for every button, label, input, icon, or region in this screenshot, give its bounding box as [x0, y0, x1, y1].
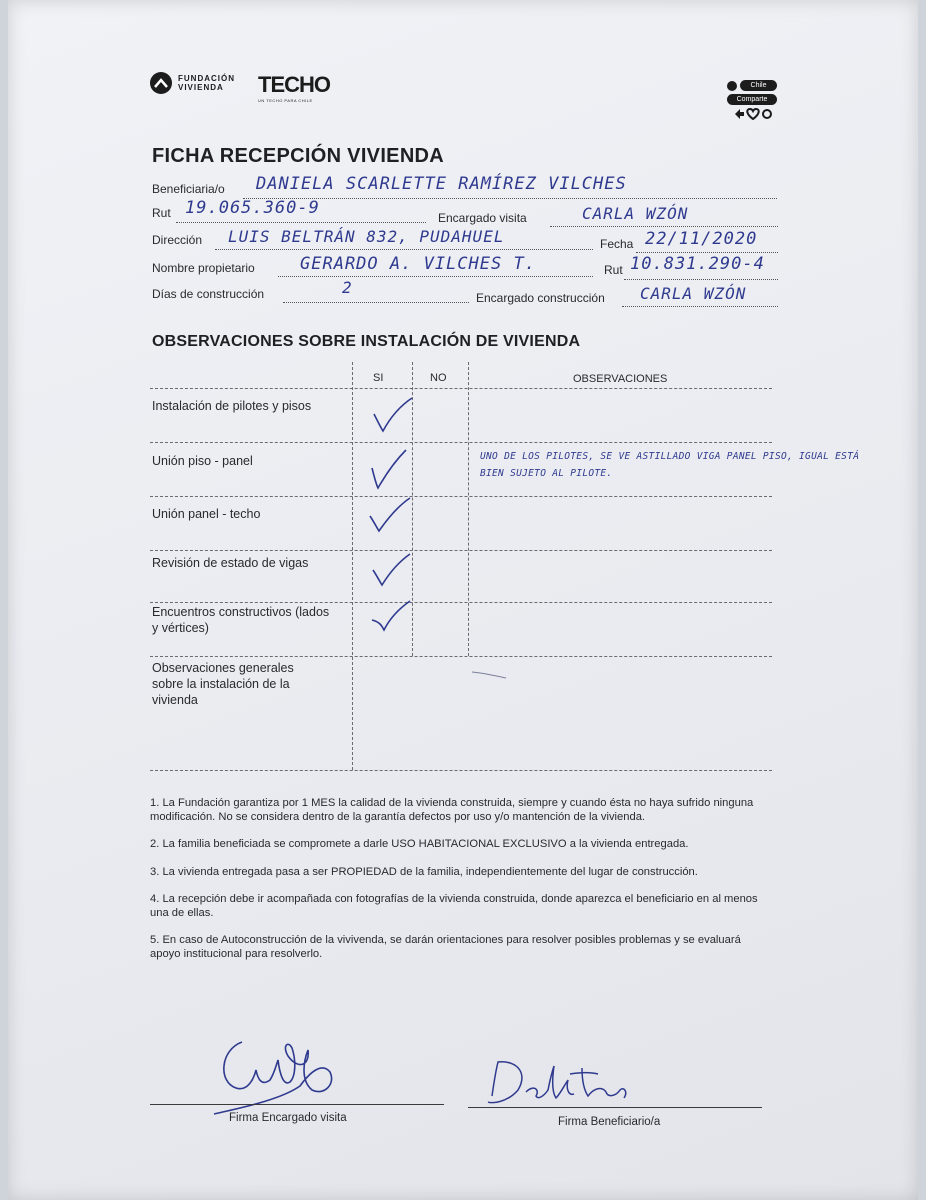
table-row-label: Unión piso - panel	[152, 454, 253, 468]
table-row-label: Unión panel - techo	[152, 507, 261, 521]
table-header-rule	[150, 388, 772, 389]
dias-label: Días de construcción	[152, 287, 265, 301]
table-row-label: Observaciones generales sobre la instalación de la vivienda	[152, 661, 294, 707]
rut-value: 19.065.360-9	[185, 198, 320, 218]
vivienda-text: VIVIENDA	[178, 83, 224, 92]
beneficiaria-label: Beneficiaria/o	[152, 182, 225, 196]
note-3: 3. La vivienda entregada pasa a ser PROPIEDAD de la familia, independientemente del lugar de construcción.	[150, 865, 698, 878]
beneficiaria-line	[243, 198, 777, 199]
check-icon	[368, 396, 418, 436]
techo-logo	[258, 72, 330, 103]
rut-label: Rut	[152, 206, 171, 220]
encargado-visita-line	[550, 226, 778, 227]
direccion-label: Dirección	[152, 233, 203, 247]
propietario-line	[278, 276, 593, 277]
beneficiaria-value: DANIELA SCARLETTE RAMÍREZ VILCHES	[256, 174, 627, 194]
rut2-label: Rut	[604, 263, 623, 277]
comparte-badge: Comparte	[727, 94, 777, 105]
table-row-label: Instalación de pilotes y pisos	[152, 399, 312, 413]
fundacion-vivienda-icon	[150, 72, 172, 94]
signature-beneficiario	[478, 1056, 638, 1112]
note-2: 2. La familia beneficiada se compromete a darle USO HABITACIONAL EXCLUSIVO a la vivienda entregada.	[150, 838, 689, 850]
note-5: 5. En caso de Autoconstrucción de la vivivenda, se darán orientaciones para resolver posibles problemas y se evaluará apoyo institucional para resolverlo.	[150, 934, 741, 960]
fundacion-vivienda-logo	[150, 72, 235, 94]
encargado-construccion-label: Encargado construcción	[476, 291, 605, 305]
table-row-label: Revisión de estado de vigas	[152, 556, 309, 570]
propietario-value: GERARDO A. VILCHES T.	[300, 254, 536, 274]
check-icon	[366, 446, 416, 492]
fundacion-text: FUNDACIÓN	[178, 74, 235, 83]
observaciones-section-title: OBSERVACIONES SOBRE INSTALACIÓN DE VIVIENDA	[152, 333, 581, 350]
table-row-label: Encuentros constructivos (lados y vértices)	[152, 605, 330, 635]
dias-line	[283, 302, 469, 303]
dias-value: 2	[342, 278, 353, 297]
header-no: NO	[430, 372, 447, 384]
encargado-construccion-value: CARLA WZÓN	[640, 284, 747, 303]
direccion-line	[215, 249, 593, 250]
dot-icon	[727, 81, 737, 91]
fecha-value: 22/11/2020	[645, 229, 758, 249]
signature-line-right	[468, 1107, 762, 1108]
terms-notes	[150, 797, 774, 961]
signature-line-left	[150, 1104, 444, 1105]
header-si: SI	[373, 372, 384, 384]
rut-line	[176, 222, 426, 223]
observacion-union-piso-panel: UNO DE LOS PILOTES, SE VE ASTILLADO VIGA PANEL PISO, IGUAL ESTÁ BIEN SUJETO AL PILOTE.	[480, 451, 860, 479]
fecha-line	[636, 252, 778, 253]
chile-comparte-logo	[727, 80, 777, 120]
heart-shapes-icon	[727, 108, 777, 120]
pen-stroke	[470, 668, 510, 682]
note-4: 4. La recepción debe ir acompañada con fotografías de la vivienda construida, donde aparezca el beneficiario en al menos una de ellas.	[150, 893, 758, 919]
techo-text: TECHO	[258, 72, 330, 97]
techo-subtitle: UN TECHO PARA CHILE	[258, 98, 313, 103]
signature-label-encargado: Firma Encargado visita	[229, 1112, 347, 1124]
encargado-construccion-line	[622, 306, 778, 307]
header-observaciones: OBSERVACIONES	[573, 373, 668, 385]
encargado-visita-value: CARLA WZÓN	[582, 204, 689, 223]
fecha-label: Fecha	[600, 237, 634, 251]
page-title: FICHA RECEPCIÓN VIVIENDA	[152, 145, 445, 167]
direccion-value: LUIS BELTRÁN 832, PUDAHUEL	[228, 227, 505, 246]
signature-label-beneficiario: Firma Beneficiario/a	[558, 1116, 661, 1128]
note-1: 1. La Fundación garantiza por 1 MES la calidad de la vivienda construida, siempre y cuando ésta no haya sufrido ninguna modificación. No se considera dentro de la garantía defectos por uso y/o mantención de la vivienda.	[150, 797, 754, 823]
propietario-label: Nombre propietario	[152, 261, 255, 275]
check-icon	[368, 598, 418, 636]
encargado-visita-label: Encargado visita	[438, 211, 527, 225]
rut2-value: 10.831.290-4	[630, 254, 765, 274]
rut2-line	[624, 279, 778, 280]
check-icon	[366, 496, 416, 536]
chile-badge: Chile	[740, 80, 777, 91]
check-icon	[368, 552, 418, 590]
